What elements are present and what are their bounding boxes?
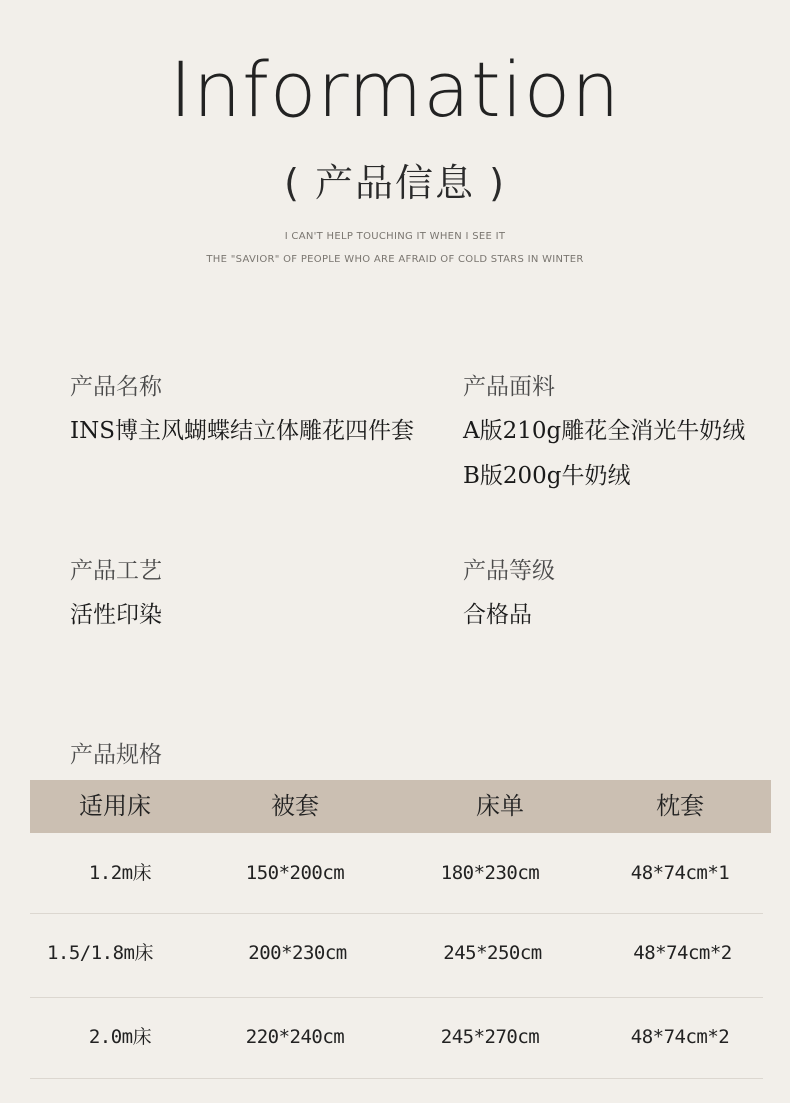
table-row [30, 913, 771, 993]
row-divider [30, 1078, 763, 1079]
header-cell-bed: 适用床 [79, 792, 151, 820]
table-cell: 220*240cm [245, 1026, 345, 1048]
spec-table-header [30, 780, 771, 833]
product-craft-label: 产品工艺 [70, 558, 162, 584]
table-cell: 48*74cm*2 [633, 942, 732, 964]
header-cell-sheet: 床单 [476, 792, 524, 820]
product-craft-value: 活性印染 [70, 602, 162, 628]
table-row [30, 833, 771, 913]
header-cell-duvet: 被套 [271, 792, 319, 820]
product-name-value: INS博主风蝴蝶结立体雕花四件套 [70, 418, 414, 444]
table-cell: 150*200cm [245, 862, 345, 884]
product-name-label: 产品名称 [70, 374, 162, 400]
product-spec-label: 产品规格 [70, 742, 162, 768]
table-cell: 200*230cm [248, 942, 347, 964]
product-fabric-value-b: B版200g牛奶绒 [463, 463, 631, 489]
product-grade-value: 合格品 [463, 602, 532, 628]
tagline-2: THE "SAVIOR" OF PEOPLE WHO ARE AFRAID OF COLD STARS IN WINTER [206, 254, 584, 265]
table-cell: 1.5/1.8m床 [46, 942, 153, 964]
product-grade-label: 产品等级 [463, 558, 555, 584]
table-cell: 180*230cm [440, 862, 540, 884]
table-cell: 48*74cm*2 [630, 1026, 730, 1048]
product-fabric-label: 产品面料 [463, 374, 555, 400]
table-cell: 1.2m床 [88, 862, 152, 884]
table-cell: 48*74cm*1 [630, 862, 730, 884]
table-cell: 245*270cm [440, 1026, 540, 1048]
tagline-1: I CAN'T HELP TOUCHING IT WHEN I SEE IT [284, 231, 506, 242]
table-cell: 2.0m床 [88, 1026, 152, 1048]
table-row [30, 997, 771, 1077]
header-cell-pillowcase: 枕套 [656, 792, 704, 820]
product-fabric-value-a: A版210g雕花全消光牛奶绒 [463, 418, 746, 444]
page-title: Information [169, 45, 621, 134]
page-subtitle: ( 产品信息 ) [284, 161, 506, 205]
table-cell: 245*250cm [443, 942, 542, 964]
